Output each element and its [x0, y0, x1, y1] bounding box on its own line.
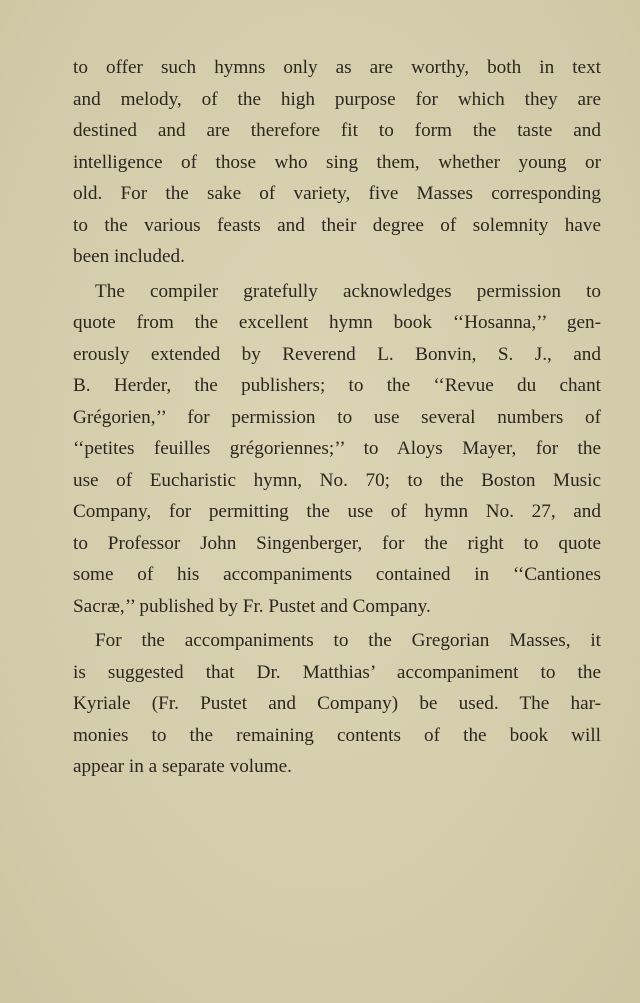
body-text: [73, 52, 601, 783]
text-line: old. For the sake of variety, five Masses corresponding: [73, 183, 601, 204]
paragraph-2: [73, 276, 601, 623]
text-line: Kyriale (Fr. Pustet and Company) be used. The har-: [73, 693, 601, 714]
text-line: destined and are therefore fit to form the taste and: [73, 120, 601, 141]
text-line: and melody, of the high purpose for which they are: [73, 88, 601, 110]
text-line: The compiler gratefully acknowledges permission to: [95, 280, 601, 302]
text-line: use of Eucharistic hymn, No. 70; to the Boston Music: [73, 469, 601, 491]
text-line: Sacræ,’’ published by Fr. Pustet and Company.: [73, 595, 431, 617]
text-line: been included.: [73, 246, 185, 267]
text-line: intelligence of those who sing them, whether young or: [73, 151, 601, 173]
text-line: to Professor John Singenberger, for the right to quote: [73, 532, 601, 554]
text-line: appear in a separate volume.: [73, 756, 292, 777]
text-line: For the accompaniments to the Gregorian Masses, it: [95, 630, 601, 651]
text-line: to the various feasts and their degree of solemnity have: [73, 214, 601, 236]
paragraph-1: [73, 52, 601, 273]
text-line: B. Herder, the publishers; to the ‘‘Revue du chant: [73, 375, 601, 396]
text-line: to offer such hymns only as are worthy, both in text: [73, 57, 601, 78]
text-line: some of his accompaniments contained in ‘‘Cantiones: [73, 564, 601, 585]
text-line: is suggested that Dr. Matthias’ accompaniment to the: [73, 661, 601, 683]
text-line: Company, for permitting the use of hymn No. 27, and: [73, 501, 601, 522]
text-line: quote from the excellent hymn book ‘‘Hosanna,’’ gen-: [73, 312, 601, 333]
paragraph-3: [73, 625, 601, 783]
text-line: Grégorien,’’ for permission to use several numbers of: [73, 406, 601, 428]
text-line: ‘‘petites feuilles grégoriennes;’’ to Aloys Mayer, for the: [73, 438, 601, 459]
text-line: monies to the remaining contents of the book will: [73, 724, 601, 746]
text-line: erously extended by Reverend L. Bonvin, S. J., and: [73, 343, 601, 365]
